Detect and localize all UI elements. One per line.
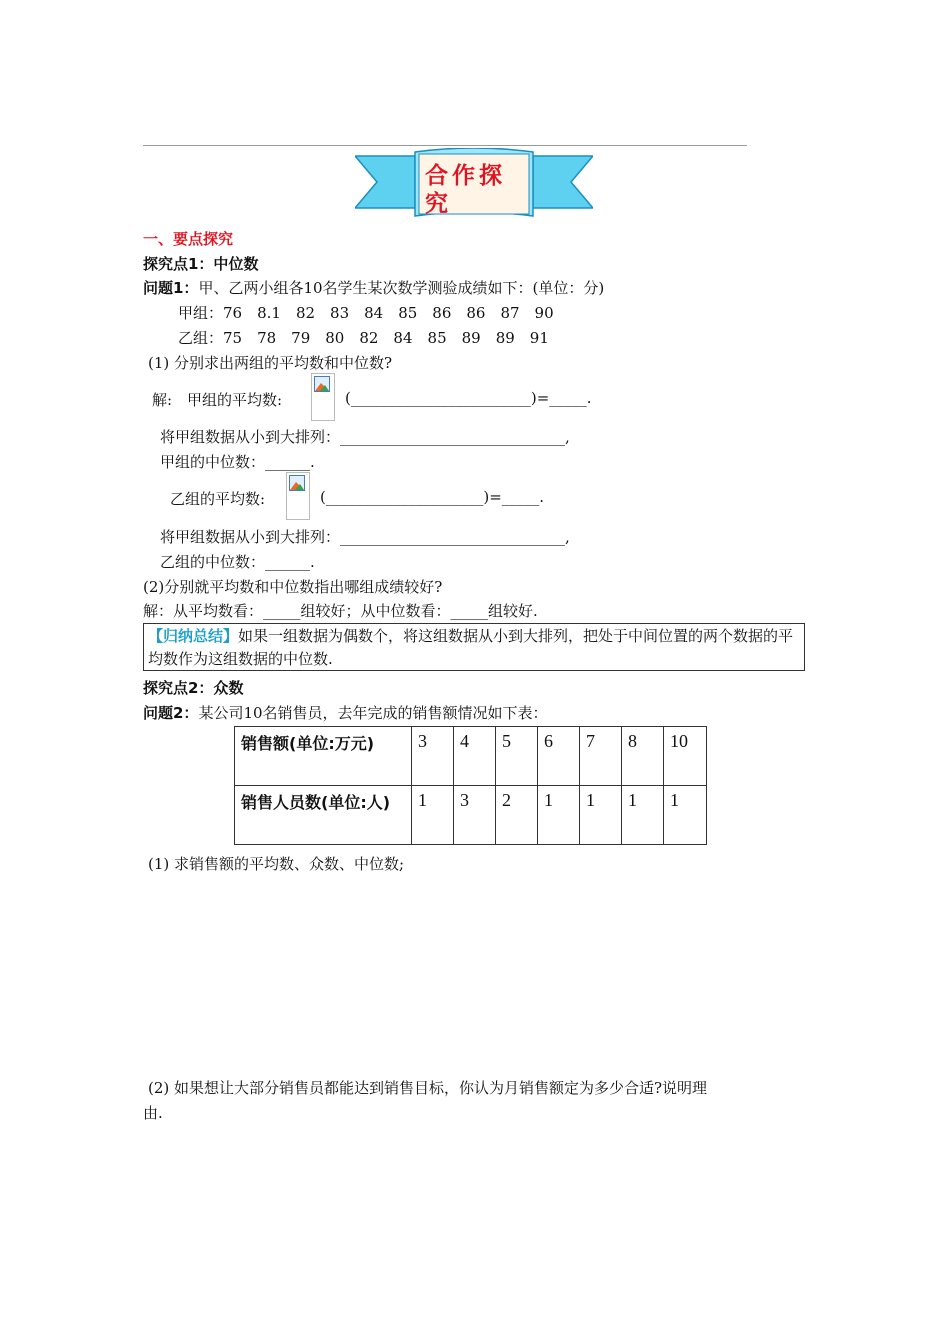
group-a-mean-label: 解: 甲组的平均数:: [152, 391, 283, 409]
formula-image-icon-2: [286, 472, 310, 520]
table-cell: 6: [538, 727, 580, 786]
table-cell: 8: [622, 727, 664, 786]
group-a-sort: 将甲组数据从小到大排列：______________________________,: [160, 428, 570, 446]
table-cell-label: 销售人员数(单位:人): [235, 786, 412, 845]
banner-title: 合作探究: [425, 163, 506, 217]
table-cell: 10: [664, 727, 707, 786]
group-a-scores: 甲组：76 8.1 82 83 84 85 86 86 87 90: [178, 304, 554, 322]
problem2-text: 某公司10名销售员，去年完成的销售额情况如下表：: [198, 704, 548, 722]
table-cell: 3: [412, 727, 454, 786]
broken-image-icon: [289, 475, 305, 491]
table-cell: 1: [580, 786, 622, 845]
table-cell: 1: [412, 786, 454, 845]
point1-title: 探究点1：中位数: [143, 255, 259, 273]
group-b-mean-blank: (_____________________)=_____.: [320, 488, 545, 506]
point2-question2-line2: 由.: [143, 1104, 163, 1122]
table-cell: 4: [454, 727, 496, 786]
table-cell: 1: [664, 786, 707, 845]
table-cell: 1: [538, 786, 580, 845]
point2-question1: (1) 求销售额的平均数、众数、中位数;: [148, 855, 405, 873]
problem2: [143, 702, 548, 723]
point2-question2-line1: (2) 如果想让大部分销售员都能达到销售目标，你认为月销售额定为多少合适?说明理: [148, 1079, 708, 1097]
group-a-mean-blank: (________________________)=_____.: [345, 389, 592, 407]
problem1-label: 问题1：: [143, 279, 199, 297]
table-cell: 1: [622, 786, 664, 845]
formula-image-icon: [311, 373, 335, 421]
problem1-text: 甲、乙两小组各10名学生某次数学测验成绩如下：(单位：分): [198, 279, 605, 297]
table-row: [235, 786, 707, 845]
problem1: [143, 277, 604, 298]
table-cell: 3: [454, 786, 496, 845]
header-rule: [143, 145, 747, 146]
sales-table: [234, 726, 707, 845]
group-b-median: 乙组的中位数：______.: [160, 553, 315, 571]
table-cell: 2: [496, 786, 538, 845]
question2-answer: 解：从平均数看：_____组较好；从中位数看：_____组较好.: [143, 602, 538, 620]
problem2-label: 问题2：: [143, 704, 199, 722]
summary-text: 如果一组数据为偶数个，将这组数据从小到大排列，把处于中间位置的两个数据的平均数作为这组数据的中位数.: [148, 627, 794, 668]
group-b-mean-label: 乙组的平均数:: [170, 490, 266, 508]
section-heading: 一、要点探究: [143, 230, 234, 248]
question2: (2)分别就平均数和中位数指出哪组成绩较好?: [143, 578, 443, 596]
question1: (1) 分别求出两组的平均数和中位数?: [148, 354, 393, 372]
group-b-sort: 将甲组数据从小到大排列：______________________________,: [160, 528, 570, 546]
group-b-scores: 乙组：75 78 79 80 82 84 85 89 89 91: [178, 329, 549, 347]
summary-box: [143, 623, 805, 671]
table-cell: 5: [496, 727, 538, 786]
summary-tag: 【归纳总结】: [148, 627, 239, 645]
table-cell-label: 销售额(单位:万元): [235, 727, 412, 786]
point2-title: 探究点2：众数: [143, 679, 244, 697]
group-a-median: 甲组的中位数：______.: [160, 453, 315, 471]
table-row: [235, 727, 707, 786]
table-cell: 7: [580, 727, 622, 786]
broken-image-icon: [314, 376, 330, 392]
